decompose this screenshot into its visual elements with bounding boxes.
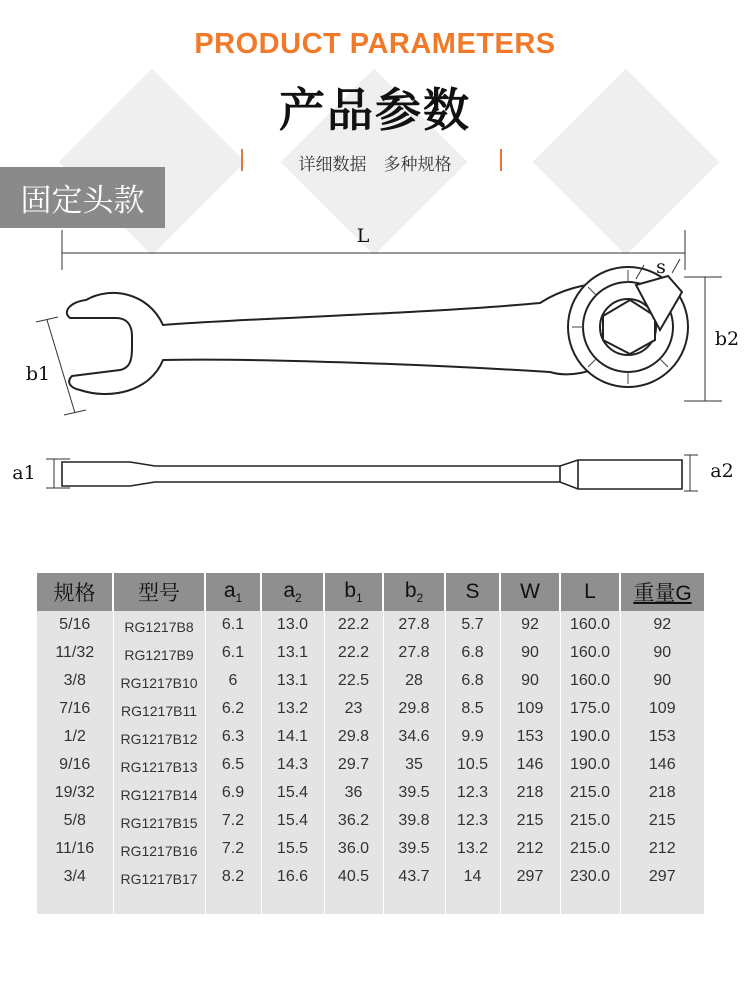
- cell-spec: 1/2: [37, 723, 113, 751]
- cell-s: 6.8: [445, 639, 500, 667]
- header-b1: $b_1$: [324, 573, 383, 611]
- table-row: [37, 779, 704, 807]
- cell-b2: 35: [383, 751, 445, 779]
- cell-a2: 13.1: [261, 667, 324, 695]
- cell-b2: 27.8: [383, 639, 445, 667]
- cell-model: RG1217B10: [113, 667, 205, 695]
- cell-model: RG1217B9: [113, 639, 205, 667]
- cell-l: 160.0: [560, 639, 620, 667]
- cell-a2: 15.4: [261, 807, 324, 835]
- empty-cell: [37, 891, 113, 955]
- cell-model: RG1217B15: [113, 807, 205, 835]
- header-s: S: [445, 573, 500, 611]
- cell-spec: 11/32: [37, 639, 113, 667]
- empty-cell: [383, 891, 445, 955]
- label-b1: b1: [25, 363, 51, 385]
- empty-cell: [620, 891, 704, 955]
- cell-b2: 39.5: [383, 835, 445, 863]
- table-body: [37, 611, 704, 955]
- cell-a1: 6.9: [205, 779, 261, 807]
- subtitle: 详细数据 多种规格: [298, 155, 452, 175]
- cell-b1: 36.2: [324, 807, 383, 835]
- cell-s: 6.8: [445, 667, 500, 695]
- a2-dimension: [684, 455, 698, 491]
- chinese-title: 产品参数: [279, 83, 471, 137]
- cell-b2: 39.8: [383, 807, 445, 835]
- header-b2: $b_2$: [383, 573, 445, 611]
- cell-l: 175.0: [560, 695, 620, 723]
- cell-spec: 3/4: [37, 863, 113, 891]
- wrench-top-view: [67, 283, 612, 394]
- empty-cell: [261, 891, 324, 955]
- cell-b1: 36: [324, 779, 383, 807]
- table-row: [37, 751, 704, 779]
- cell-w: 297: [500, 863, 560, 891]
- cell-a2: 14.1: [261, 723, 324, 751]
- cell-w: 212: [500, 835, 560, 863]
- cell-weight: 109: [648, 700, 676, 717]
- cell-a1: 8.2: [205, 863, 261, 891]
- english-title: PRODUCT PARAMETERS: [194, 28, 556, 60]
- cell-model: RG1217B17: [113, 863, 205, 891]
- cell-model: RG1217B12: [113, 723, 205, 751]
- header-a2: $a_2$: [261, 573, 324, 611]
- cell-weight: 212: [648, 840, 676, 857]
- cell-b2: 27.8: [383, 611, 445, 639]
- cell-b2: 29.8: [383, 695, 445, 723]
- header-a1: $a_1$: [205, 573, 261, 611]
- header-model: 型号: [113, 573, 205, 611]
- cell-weight: 146: [648, 756, 676, 773]
- cell-b2: 28: [383, 667, 445, 695]
- table-row: [37, 639, 704, 667]
- cell-w: 90: [500, 667, 560, 695]
- cell-l: 215.0: [560, 779, 620, 807]
- cell-s: 5.7: [445, 611, 500, 639]
- cell-spec: 11/16: [37, 835, 113, 863]
- table-row: [37, 695, 704, 723]
- length-dimension: [62, 230, 685, 270]
- ratchet-head: [568, 267, 688, 387]
- table-filler-row: [37, 891, 704, 955]
- cell-w: 90: [500, 639, 560, 667]
- empty-cell: [113, 891, 205, 955]
- cell-s: 13.2: [445, 835, 500, 863]
- cell-b1: 36.0: [324, 835, 383, 863]
- cell-l: 190.0: [560, 751, 620, 779]
- header-w: W: [500, 573, 560, 611]
- cell-l: 160.0: [560, 611, 620, 639]
- empty-cell: [205, 891, 261, 955]
- table-row: [37, 611, 704, 639]
- cell-a1: 6.3: [205, 723, 261, 751]
- cell-a2: 13.1: [261, 639, 324, 667]
- table-row: [37, 807, 704, 835]
- header-spec: 规格: [37, 573, 113, 611]
- cell-b1: 40.5: [324, 863, 383, 891]
- cell-a1: 6.5: [205, 751, 261, 779]
- cell-spec: 5/16: [37, 611, 113, 639]
- cell-weight: 90: [653, 672, 672, 689]
- cell-model: RG1217B14: [113, 779, 205, 807]
- cell-w: 218: [500, 779, 560, 807]
- label-b2: b2: [714, 328, 740, 350]
- cell-b1: 29.7: [324, 751, 383, 779]
- cell-b2: 39.5: [383, 779, 445, 807]
- header-weight: 重量G: [620, 573, 704, 611]
- cell-b1: 29.8: [324, 723, 383, 751]
- cell-w: 109: [500, 695, 560, 723]
- cell-l: 230.0: [560, 863, 620, 891]
- cell-w: 215: [500, 807, 560, 835]
- cell-a1: 6.1: [205, 639, 261, 667]
- cell-a2: 13.2: [261, 695, 324, 723]
- cell-spec: 7/16: [37, 695, 113, 723]
- cell-b1: 23: [324, 695, 383, 723]
- table-row: [37, 835, 704, 863]
- cell-a1: 7.2: [205, 807, 261, 835]
- cell-a2: 15.5: [261, 835, 324, 863]
- cell-a2: 15.4: [261, 779, 324, 807]
- empty-cell: [445, 891, 500, 955]
- cell-spec: 5/8: [37, 807, 113, 835]
- cell-s: 8.5: [445, 695, 500, 723]
- cell-model: RG1217B13: [113, 751, 205, 779]
- cell-l: 215.0: [560, 835, 620, 863]
- cell-weight: 218: [648, 784, 676, 801]
- table-row: [37, 723, 704, 751]
- empty-cell: [500, 891, 560, 955]
- cell-weight: 92: [653, 616, 672, 633]
- cell-model: RG1217B11: [113, 695, 205, 723]
- cell-a1: 6: [205, 667, 261, 695]
- empty-cell: [324, 891, 383, 955]
- cell-s: 9.9: [445, 723, 500, 751]
- cell-s: 12.3: [445, 807, 500, 835]
- cell-model: RG1217B16: [113, 835, 205, 863]
- cell-a1: 7.2: [205, 835, 261, 863]
- cell-spec: 19/32: [37, 779, 113, 807]
- label-L: L: [356, 225, 370, 247]
- cell-a1: 6.1: [205, 611, 261, 639]
- table-row: [37, 863, 704, 891]
- label-a1: a1: [12, 462, 36, 484]
- cell-l: 160.0: [560, 667, 620, 695]
- table-row: [37, 667, 704, 695]
- cell-a2: 14.3: [261, 751, 324, 779]
- cell-s: 14: [445, 863, 500, 891]
- cell-l: 215.0: [560, 807, 620, 835]
- empty-cell: [560, 891, 620, 955]
- cell-b1: 22.2: [324, 611, 383, 639]
- cell-spec: 9/16: [37, 751, 113, 779]
- table-header-row: [37, 573, 704, 611]
- wrench-side-view: [62, 460, 682, 489]
- cell-a2: 16.6: [261, 863, 324, 891]
- parameter-table: [37, 573, 704, 955]
- cell-w: 146: [500, 751, 560, 779]
- cell-w: 153: [500, 723, 560, 751]
- parameter-table-panel: [37, 573, 704, 914]
- cell-s: 10.5: [445, 751, 500, 779]
- cell-s: 12.3: [445, 779, 500, 807]
- cell-weight: 215: [648, 812, 676, 829]
- header-l: L: [560, 573, 620, 611]
- cell-w: 92: [500, 611, 560, 639]
- cell-b2: 34.6: [383, 723, 445, 751]
- section-tag: 固定头款: [0, 167, 165, 228]
- cell-b1: 22.5: [324, 667, 383, 695]
- cell-b1: 22.2: [324, 639, 383, 667]
- label-a2: a2: [710, 460, 734, 482]
- cell-spec: 3/8: [37, 667, 113, 695]
- cell-a2: 13.0: [261, 611, 324, 639]
- cell-b2: 43.7: [383, 863, 445, 891]
- label-s: s: [656, 256, 666, 278]
- cell-l: 190.0: [560, 723, 620, 751]
- cell-model: RG1217B8: [113, 611, 205, 639]
- cell-weight: 297: [648, 868, 676, 885]
- cell-a1: 6.2: [205, 695, 261, 723]
- cell-weight: 153: [648, 728, 676, 745]
- cell-weight: 90: [653, 644, 672, 661]
